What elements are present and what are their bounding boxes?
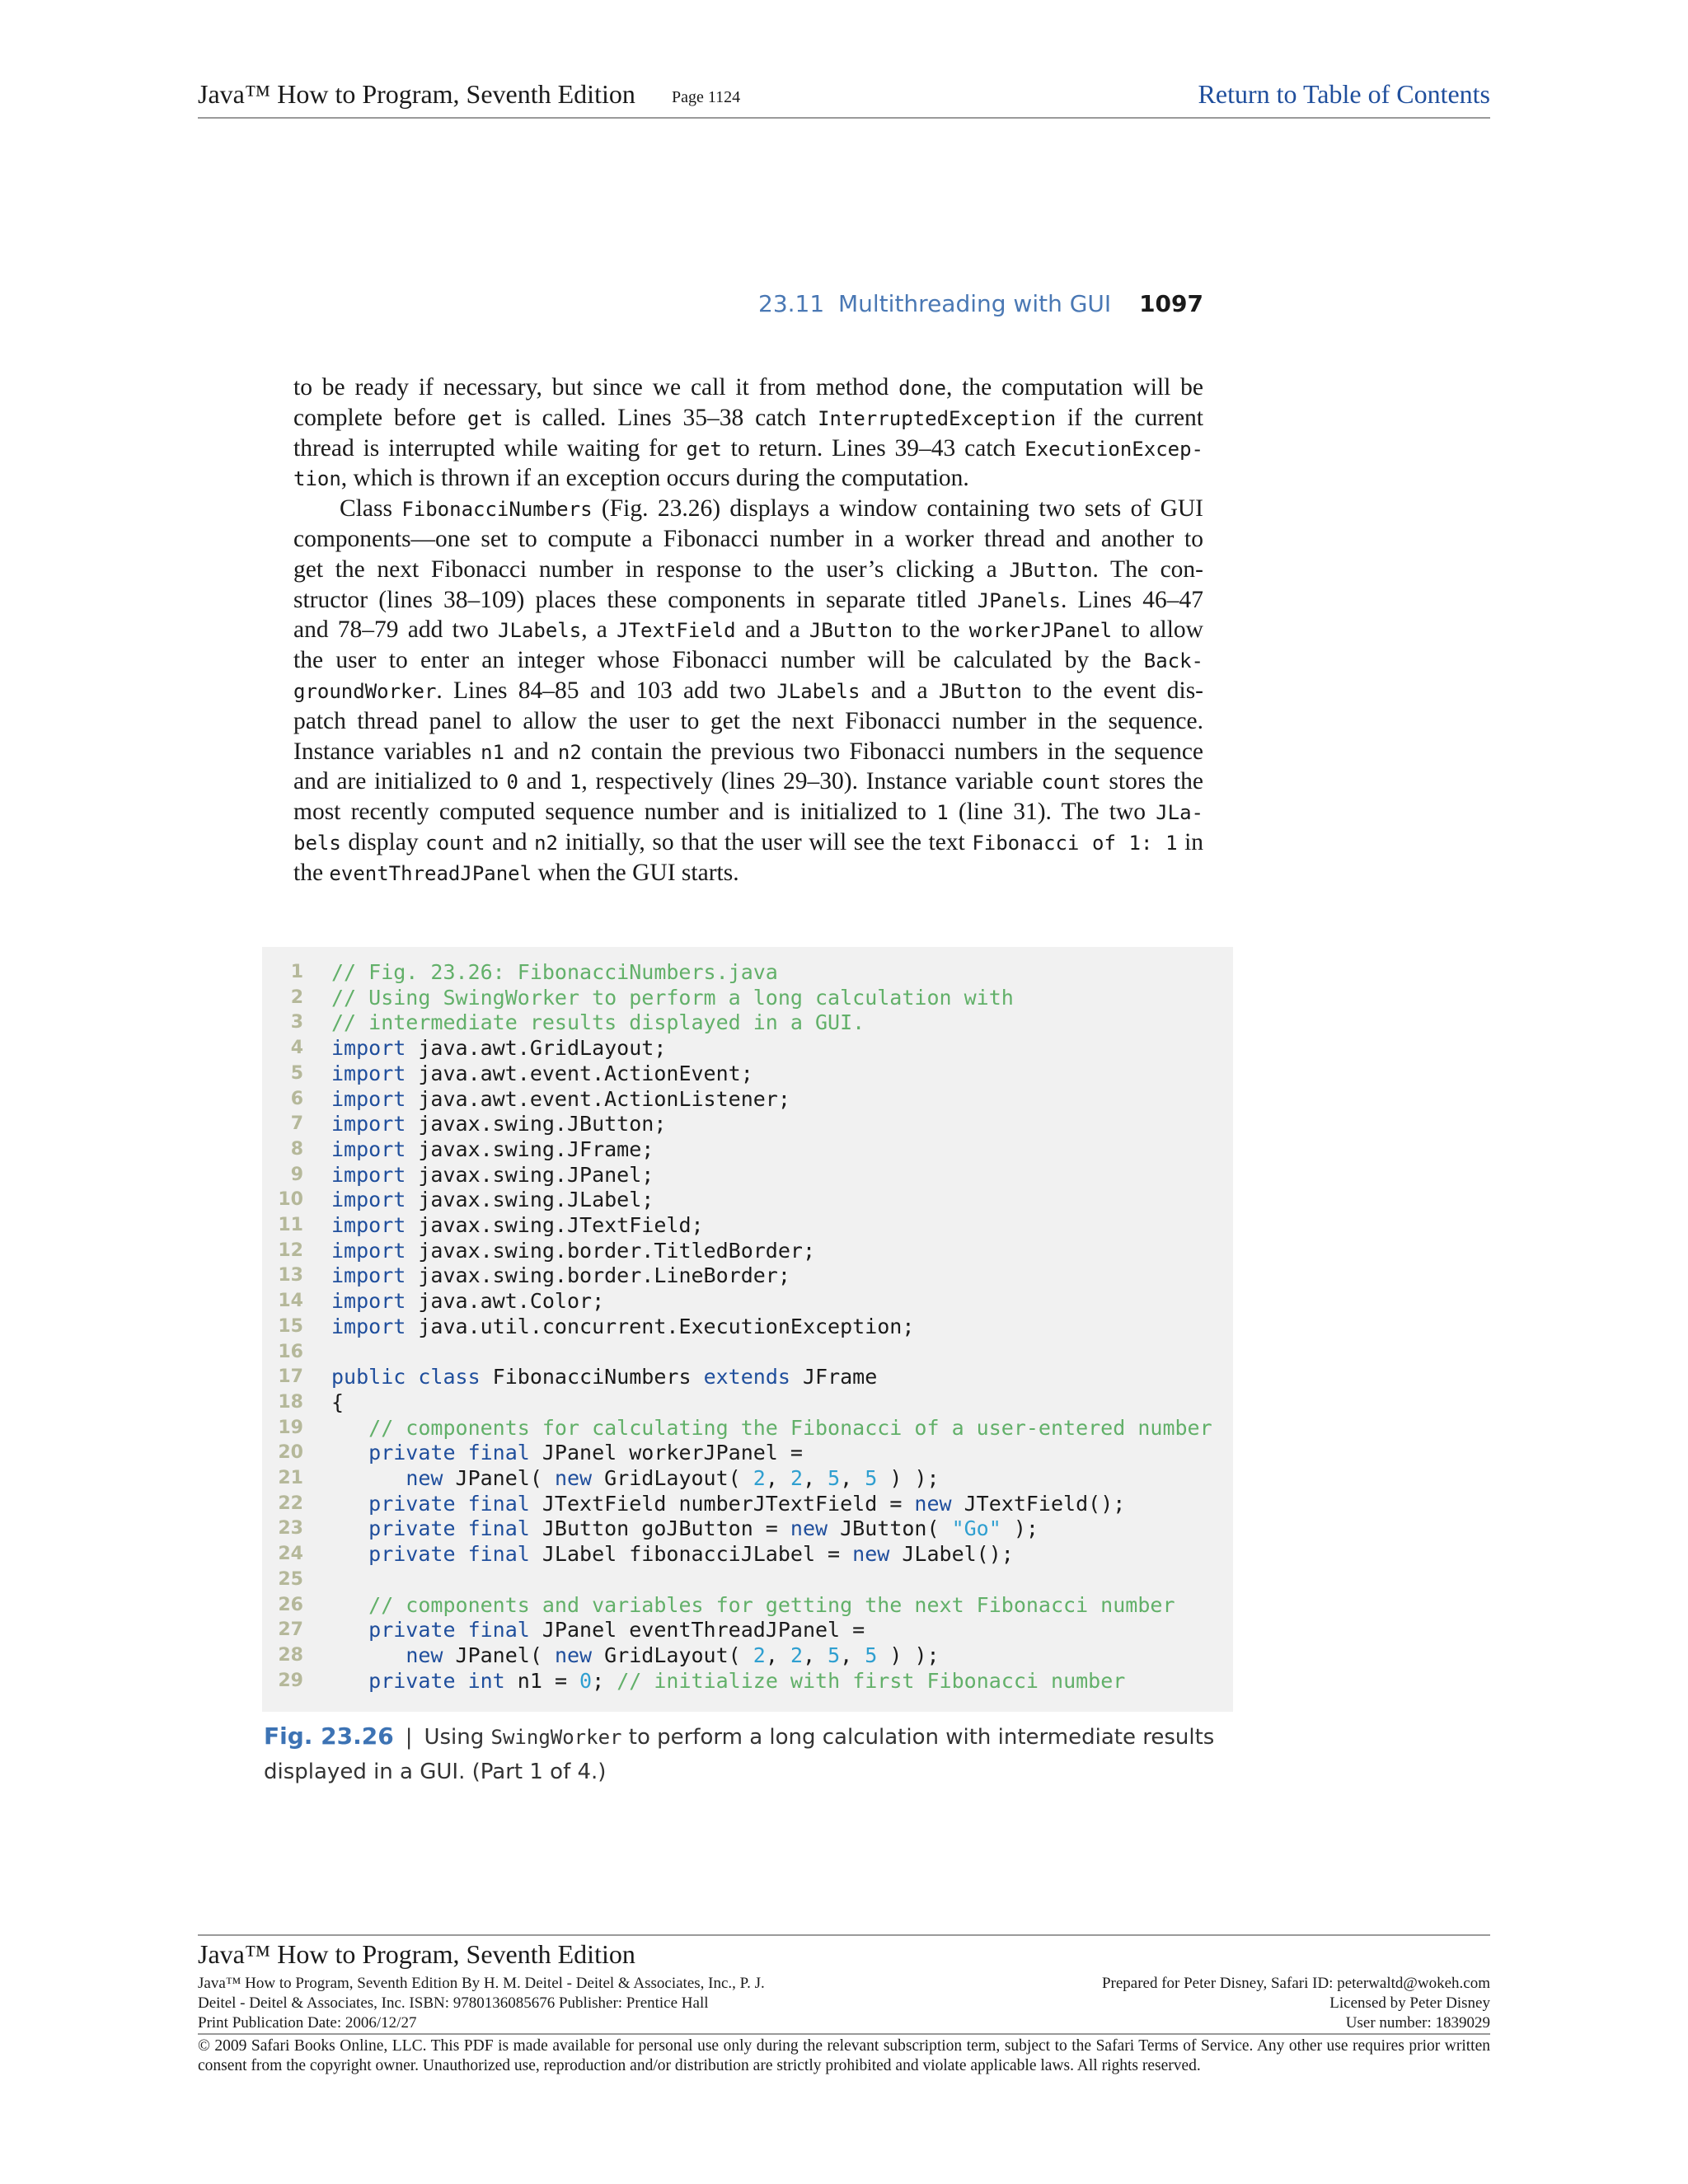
inline-code: count [1041,771,1101,794]
code-comment: // Fig. 23.26: FibonacciNumbers.java [331,960,778,984]
inline-code: JLabels [498,619,582,643]
body-text-run: , respectively (lines 29–30). Instance variable [581,768,1042,795]
footer-publication-info [198,1974,765,2033]
code-token: java.awt.event.ActionListener; [406,1086,790,1111]
code-keyword: import [331,1061,406,1085]
code-line [262,1112,1233,1137]
line-number: 26 [278,1594,303,1615]
footer-left-line: Deitel - Deitel & Associates, Inc. ISBN: 9780136085676 Publisher: Prentice Hall [198,1994,709,2012]
code-text [331,1441,803,1466]
inline-code: JButton [938,679,1022,703]
inline-code: Back- [1143,649,1203,673]
body-text-run: , the computation will be [945,374,1203,401]
code-text [331,1289,604,1315]
code-keyword: import [331,1263,406,1288]
code-keyword: new [406,1466,443,1490]
body-text-run: display [340,828,426,855]
code-keyword: new [554,1466,593,1490]
body-text-run: is called. Lines 35–38 catch [503,404,818,431]
body-text-run: . Lines 46–47 [1060,586,1203,613]
code-token: GridLayout( [592,1643,753,1667]
code-token: JTextField(); [951,1491,1126,1516]
body-line [293,403,1203,434]
body-text-run: stores the [1100,768,1203,795]
code-token: JButton( [828,1516,952,1541]
code-line [262,1669,1233,1694]
code-line [262,1466,1233,1492]
inline-code: 1 [936,801,949,825]
body-text-run: and [485,828,535,855]
code-token: JPanel( [443,1466,555,1490]
code-keyword: private final [368,1618,530,1643]
code-text [331,1213,704,1239]
footer-right-line: Prepared for Peter Disney, Safari ID: peterwaltd@wokeh.com [1101,1975,1490,1992]
line-number: 18 [278,1391,303,1413]
code-token: { [331,1390,345,1414]
code-line [262,1593,1233,1619]
code-line [262,1340,1233,1366]
inline-code: JButton [1009,558,1093,582]
code-token: n1 = [504,1668,580,1693]
code-line [262,1542,1233,1568]
code-line [262,1365,1233,1390]
code-token [331,1643,406,1667]
inline-code: eventThreadJPanel [329,861,532,885]
code-comment: // initialize with first Fibonacci number [617,1668,1126,1693]
code-token: JTextField numberJTextField = [529,1491,915,1516]
line-number: 6 [290,1088,303,1109]
code-line [262,1087,1233,1113]
code-comment: // intermediate results displayed in a GUI. [331,1010,865,1035]
inline-code: workerJPanel [968,619,1113,643]
code-line [262,1263,1233,1289]
inline-code: n1 [481,740,504,764]
code-text [331,1239,815,1264]
body-line [293,434,1203,464]
body-line [293,524,1203,555]
inline-code: JButton [809,619,893,643]
code-token: java.awt.event.ActionEvent; [406,1061,753,1085]
code-text [331,1112,666,1137]
code-token: FibonacciNumbers [480,1365,704,1390]
line-number: 24 [278,1544,303,1565]
code-text [331,1390,344,1416]
code-text [331,1087,790,1113]
body-text-run: (Fig. 23.26) displays a window containing two sets of GUI [592,495,1203,523]
code-line [262,1036,1233,1062]
page-label: Page 1124 [672,88,741,106]
code-keyword: import [331,1314,406,1338]
code-number: 2 [790,1466,803,1490]
body-text-run: and a [860,677,939,704]
line-number: 11 [278,1215,303,1235]
code-token: , [803,1466,828,1490]
code-token [331,1492,368,1516]
caption-line-1 [264,1719,1220,1755]
footer-left-line: Java™ How to Program, Seventh Edition By H. M. Deitel - Deitel & Associates, Inc., P. J. [198,1975,765,1992]
code-line [262,1441,1233,1466]
body-text-run: get the next Fibonacci number in response to the user’s clicking a [293,555,1010,583]
body-text-run: and [504,738,558,765]
inline-code: ExecutionExcep- [1025,437,1203,461]
body-line [293,766,1203,797]
body-text-run: . Lines 84–85 and 103 add two [436,677,777,704]
page-number: 1097 [1139,290,1203,317]
body-line [293,585,1203,616]
body-text-run: and [518,768,570,795]
body-text-run: initially, so that the user will see the text [558,828,973,855]
footer-right-line: Licensed by Peter Disney [1329,1994,1490,2012]
code-token: java.util.concurrent.ExecutionException; [406,1314,915,1338]
code-line [262,1516,1233,1542]
body-text-run: to the [893,616,969,644]
code-comment: // components for calculating the Fibonacci of a user-entered number [368,1415,1212,1440]
line-number: 19 [278,1417,303,1438]
code-token [331,1618,368,1642]
caption-text-before: Using [424,1725,491,1750]
code-keyword: extends [703,1365,790,1390]
body-text-run: to the event dis- [1021,677,1203,704]
body-text-run: patch thread panel to allow the user to get the next Fibonacci number in the sequence. [293,707,1203,734]
line-number: 28 [278,1644,303,1666]
code-keyword: import [331,1188,406,1212]
code-number: 0 [579,1668,593,1693]
line-number: 22 [278,1493,303,1514]
body-line [293,797,1203,827]
code-token: javax.swing.JFrame; [406,1137,654,1161]
code-number: 2 [753,1643,766,1667]
body-line [293,858,1203,888]
code-number: 2 [790,1643,803,1667]
body-text-run: (line 31). The two [948,799,1156,826]
line-number: 10 [278,1189,303,1211]
code-keyword: import [331,1086,406,1111]
code-comment: // Using SwingWorker to perform a long calculation with [331,985,1014,1010]
body-text-run: most recently computed sequence number and is initialized to [293,799,937,826]
section-title: Multithreading with GUI [838,290,1112,317]
code-line [262,1568,1233,1593]
code-text [331,1188,654,1213]
line-number: 4 [290,1038,303,1059]
code-line [262,1010,1233,1036]
line-number: 29 [278,1670,303,1691]
code-token [331,1542,368,1566]
code-token [331,1441,368,1465]
inline-code: get [686,437,722,461]
inline-code: n2 [534,831,559,855]
caption-line-2: displayed in a GUI. (Part 1 of 4.) [264,1760,607,1784]
line-number: 16 [278,1341,303,1362]
code-token: JLabel(); [889,1542,1014,1567]
code-keyword: public class [331,1365,481,1390]
code-text [331,1036,666,1062]
code-token: javax.swing.JTextField; [406,1213,704,1237]
line-number: 23 [278,1518,303,1540]
code-line [262,1315,1233,1340]
footer [198,1934,1490,2076]
inline-code: done [898,377,946,400]
line-number: 7 [290,1113,303,1135]
code-token [331,1416,368,1440]
body-line [293,494,1203,524]
code-text [331,1137,654,1163]
line-number: 25 [278,1568,303,1590]
running-head [758,288,1203,321]
code-text [331,1516,1039,1542]
code-token: JPanel eventThreadJPanel = [529,1618,865,1643]
body-text-run: Instance variables [293,738,481,765]
body-text-run: when the GUI starts. [532,859,739,886]
code-keyword: private final [368,1516,530,1541]
body-text-run: contain the previous two Fibonacci numbers in the sequence [581,738,1203,765]
line-number: 3 [290,1012,303,1033]
code-number: 2 [753,1466,766,1490]
line-number: 15 [278,1315,303,1337]
inline-code: 1 [569,771,582,794]
code-token: , [765,1643,790,1667]
code-token: ; [592,1668,617,1693]
code-text [331,1010,865,1036]
inline-code: groundWorker [293,679,437,703]
body-text-run: to be ready if necessary, but since we call it from method [293,374,899,401]
code-keyword: import [331,1238,406,1263]
inline-code: get [467,406,504,430]
figure-label: Fig. 23.26 [264,1722,394,1750]
code-line [262,986,1233,1011]
copyright-notice: © 2009 Safari Books Online, LLC. This PDF is made available for personal use only during the relevant subscription term, subject to the Safari Terms of Service. Any other use requires prior written consent from the copyright owner. Unauthorized use, reproduction and/or distribution are strictly prohibited and violate applicable laws. All rights reserved. [198,2037,1490,2074]
code-token [331,1466,406,1490]
code-number: 5 [828,1466,841,1490]
figure-caption [264,1719,1220,1789]
footer-title: Java™ How to Program, Seventh Edition [198,1939,635,1969]
code-token [331,1516,368,1540]
body-line [293,737,1203,767]
code-keyword: import [331,1112,406,1137]
code-token: , [765,1466,790,1490]
code-text [331,1492,1125,1517]
book-title: Java™ How to Program, Seventh Edition [198,79,635,109]
body-text-run: the [293,859,330,886]
code-text [331,1365,877,1390]
body-text-run: structor (lines 38–109) places these components in separate titled [293,586,978,613]
body-text-run: thread is interrupted while waiting for [293,434,687,462]
code-line [262,1163,1233,1188]
code-text [331,1315,914,1340]
code-line [262,1137,1233,1163]
body-text-run: complete before [293,404,468,431]
code-token: , [840,1643,865,1667]
line-number: 12 [278,1240,303,1261]
code-text [331,1618,865,1643]
body-line [293,676,1203,706]
body-text-run: and are initialized to [293,768,507,795]
footer-right-line: User number: 1839029 [1345,2014,1490,2032]
code-text [331,1416,1212,1441]
line-number: 2 [290,987,303,1008]
code-number: 5 [828,1643,841,1667]
code-comment: // components and variables for getting the next Fibonacci number [368,1592,1175,1617]
body-text-run: the user to enter an integer whose Fibonacci number will be calculated by the [293,647,1144,674]
line-number: 17 [278,1366,303,1388]
body-text-run: in [1177,828,1203,855]
code-keyword: new [852,1542,890,1567]
code-keyword: new [914,1491,952,1516]
caption-code: SwingWorker [490,1726,622,1749]
body-text-run: if the current [1056,404,1203,431]
body-line [293,645,1203,676]
code-keyword: import [331,1137,406,1161]
body-line [293,373,1203,403]
line-number: 20 [278,1442,303,1464]
line-number: 27 [278,1619,303,1641]
code-token: ) ); [877,1466,940,1490]
code-token: javax.swing.JPanel; [406,1162,654,1187]
body-text-run: components—one set to compute a Fibonacci number in a worker thread and another to [293,525,1203,552]
line-number: 8 [290,1138,303,1160]
inline-code: InterruptedException [818,406,1057,430]
section-number: 23.11 [758,290,825,317]
footer-license-info [1102,1974,1490,2033]
code-token: GridLayout( [592,1466,753,1490]
code-keyword: new [790,1516,828,1541]
caption-separator: | [405,1725,413,1750]
code-number: 5 [865,1643,878,1667]
code-text [331,1542,1014,1568]
code-line [262,1062,1233,1087]
footer-left-line: Print Publication Date: 2006/12/27 [198,2014,417,2032]
code-token: javax.swing.JButton; [406,1112,667,1137]
code-line [262,1390,1233,1416]
return-to-toc-link[interactable]: Return to Table of Contents [1198,79,1490,109]
inline-code: n2 [557,740,582,764]
code-text [331,1643,940,1669]
body-line [293,706,1203,737]
body-text-run: , a [581,616,617,644]
line-number: 21 [278,1468,303,1488]
body-line [293,463,1203,494]
code-keyword: private final [368,1542,530,1567]
code-token [331,1593,368,1617]
caption-text-after: to perform a long calculation with intermediate results [621,1725,1215,1750]
code-keyword: import [331,1289,406,1314]
body-text-run: to return. Lines 39–43 catch [721,434,1025,462]
code-keyword: import [331,1213,406,1237]
body-line [293,555,1203,585]
code-line [262,1492,1233,1517]
code-keyword: new [406,1643,443,1667]
body-line [293,827,1203,858]
body-line [293,615,1203,645]
body-text [293,373,1203,888]
body-text-run: Class [340,495,402,523]
code-line [262,1618,1233,1643]
inline-code: FibonacciNumbers [401,498,593,522]
code-keyword: new [554,1643,593,1667]
line-number: 13 [278,1265,303,1286]
code-text [331,1466,940,1492]
body-text-run: to allow [1112,616,1203,644]
code-keyword: import [331,1036,406,1061]
code-token: ); [1001,1516,1039,1541]
inline-code: JTextField [617,619,736,643]
code-token: java.awt.Color; [406,1289,605,1314]
code-line [262,1213,1233,1239]
footer-divider [198,2033,1490,2035]
inline-code: tion [293,467,341,491]
inline-code: JLa- [1156,801,1203,825]
top-header [198,77,1490,119]
line-number: 9 [290,1164,303,1185]
body-text-run: . The con- [1092,555,1203,583]
code-line [262,960,1233,986]
code-text [331,1669,1125,1694]
code-token: javax.swing.border.LineBorder; [406,1263,790,1288]
body-text-run: and a [735,616,809,644]
line-number: 14 [278,1291,303,1312]
code-line [262,1416,1233,1441]
code-keyword: private int [368,1668,505,1693]
code-token: java.awt.GridLayout; [406,1036,667,1061]
code-token: javax.swing.border.TitledBorder; [406,1238,816,1263]
inline-code: 0 [506,771,518,794]
line-number: 1 [290,962,303,982]
code-token: JPanel( [443,1643,555,1667]
inline-code: Fibonacci of 1: 1 [972,831,1178,855]
code-text [331,1593,1175,1619]
code-line [262,1643,1233,1669]
inline-code: JLabels [776,679,860,703]
inline-code: bels [293,831,341,855]
code-token [331,1669,368,1693]
line-number: 5 [290,1062,303,1084]
body-text-run: , which is thrown if an exception occurs during the computation. [340,465,969,492]
code-text [331,986,1014,1011]
code-line [262,1289,1233,1315]
code-text [331,1263,790,1289]
code-keyword: import [331,1162,406,1187]
inline-code: JPanels [977,588,1061,612]
code-keyword: private final [368,1491,530,1516]
code-token: ) ); [877,1643,940,1667]
code-token: javax.swing.JLabel; [406,1188,654,1212]
code-token: JPanel workerJPanel = [529,1441,803,1465]
code-line [262,1239,1233,1264]
code-text [331,1163,654,1188]
code-token: JFrame [790,1365,878,1390]
code-token: JLabel fibonacciJLabel = [529,1542,853,1567]
code-text [331,960,778,986]
code-text [331,1062,753,1087]
code-listing [262,947,1233,1712]
code-keyword: private final [368,1441,530,1465]
code-line [262,1188,1233,1213]
code-token: , [803,1643,828,1667]
code-string: "Go" [951,1516,1001,1541]
code-token: JButton goJButton = [529,1516,790,1541]
inline-code: count [425,831,485,855]
code-token: , [840,1466,865,1490]
code-number: 5 [865,1466,878,1490]
body-text-run: and 78–79 add two [293,616,499,644]
